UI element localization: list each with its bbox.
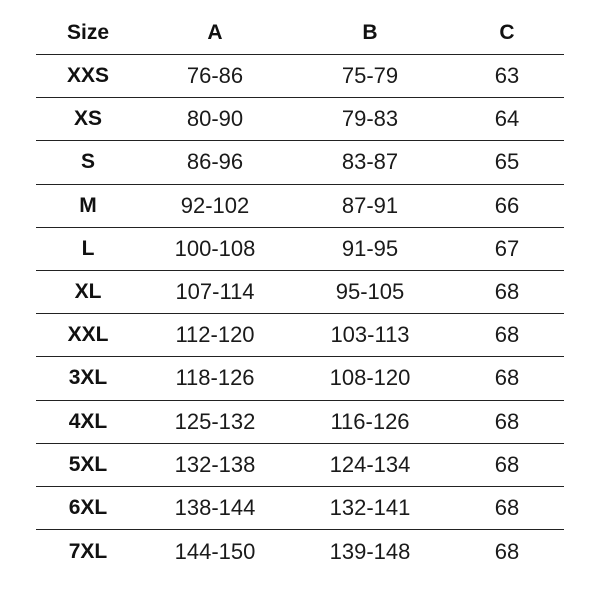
c-cell: 68: [494, 322, 520, 348]
b-cell: 132-141: [329, 494, 411, 520]
a-cell: 100-108: [174, 235, 256, 261]
c-cell: 68: [494, 451, 520, 477]
table-row: [36, 141, 564, 184]
table-row: [36, 444, 564, 487]
c-cell: 68: [494, 365, 520, 391]
a-cell: 144-150: [174, 538, 256, 564]
b-cell: 79-83: [341, 106, 399, 132]
a-cell: 138-144: [174, 494, 256, 520]
table-row: [36, 271, 564, 314]
size-cell: 7XL: [68, 539, 108, 563]
table-body: [36, 55, 564, 573]
size-cell: XS: [73, 107, 102, 131]
header-a: A: [207, 21, 223, 44]
c-cell: 65: [494, 149, 520, 175]
a-cell: 92-102: [180, 192, 250, 218]
c-cell: 64: [494, 106, 520, 132]
b-cell: 83-87: [341, 149, 399, 175]
b-cell: 87-91: [341, 192, 399, 218]
table-row: [36, 314, 564, 357]
size-cell: XL: [74, 280, 102, 304]
a-cell: 107-114: [175, 279, 255, 305]
table-row: [36, 185, 564, 228]
table-header-row: [36, 12, 564, 55]
size-cell: 5XL: [68, 452, 108, 476]
c-cell: 66: [494, 192, 520, 218]
c-cell: 68: [494, 279, 520, 305]
c-cell: 68: [494, 408, 520, 434]
b-cell: 75-79: [341, 63, 399, 89]
size-cell: 3XL: [68, 366, 108, 390]
b-cell: 103-113: [330, 322, 410, 348]
size-chart-table: [36, 12, 564, 573]
size-cell: L: [81, 236, 95, 260]
size-cell: XXS: [66, 64, 110, 88]
b-cell: 139-148: [329, 538, 411, 564]
b-cell: 124-134: [329, 451, 411, 477]
a-cell: 86-96: [186, 149, 244, 175]
table-row: [36, 487, 564, 530]
size-cell: S: [80, 150, 95, 174]
a-cell: 80-90: [186, 106, 244, 132]
size-cell: M: [79, 193, 97, 217]
a-cell: 118-126: [175, 365, 255, 391]
a-cell: 125-132: [174, 408, 256, 434]
a-cell: 76-86: [186, 63, 244, 89]
c-cell: 67: [494, 235, 520, 261]
c-cell: 68: [494, 538, 520, 564]
b-cell: 91-95: [341, 235, 399, 261]
table-row: [36, 228, 564, 271]
size-cell: 6XL: [68, 495, 108, 519]
a-cell: 132-138: [174, 451, 256, 477]
table-row: [36, 98, 564, 141]
b-cell: 108-120: [329, 365, 411, 391]
c-cell: 63: [494, 63, 520, 89]
size-cell: 4XL: [68, 409, 108, 433]
header-c: C: [499, 21, 515, 44]
c-cell: 68: [494, 494, 520, 520]
header-size: Size: [66, 21, 110, 44]
table-row: [36, 530, 564, 573]
table-row: [36, 401, 564, 444]
table-row: [36, 55, 564, 98]
b-cell: 95-105: [335, 279, 405, 305]
table-row: [36, 357, 564, 400]
a-cell: 112-120: [175, 322, 255, 348]
b-cell: 116-126: [330, 408, 410, 434]
size-cell: XXL: [67, 323, 109, 347]
header-b: B: [362, 21, 378, 44]
